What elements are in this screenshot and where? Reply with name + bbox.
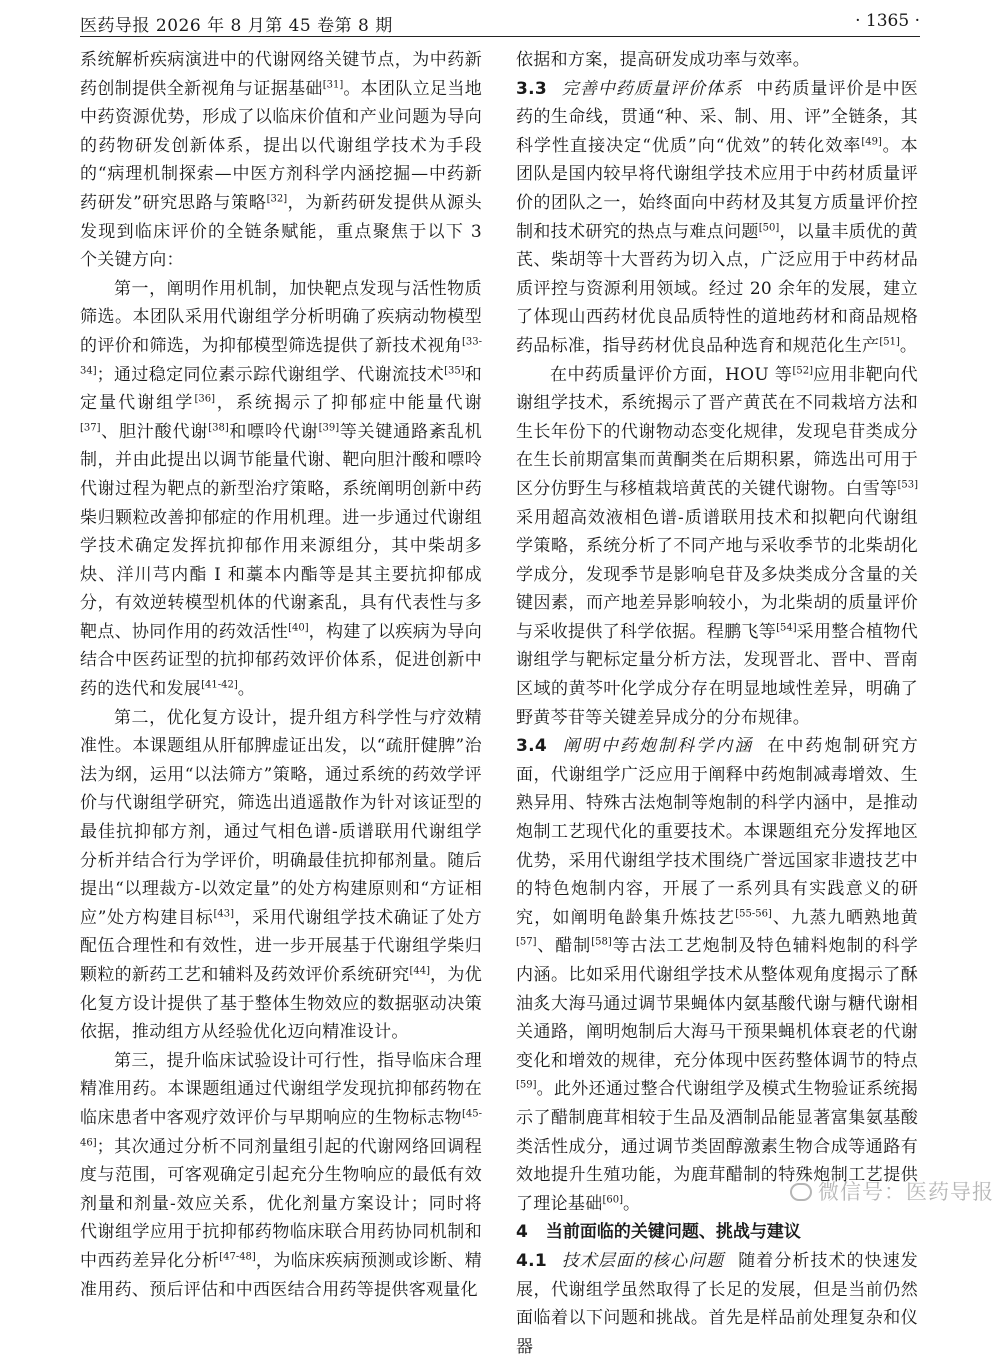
citation: [47-48] [219,1251,256,1263]
citation: [40] [288,622,309,634]
paragraph: 在中药质量评价方面，HOU 等[52]应用非靶向代谢组学技术，系统揭示了晋产黄芪在不同栽培方法和生长年份下的代谢物动态变化规律，发现皂苷类成分在生长前期富集而黄酮类在后期积累，筛选出可用于区分仿野生与移植栽培黄芪的关键代谢物。白雪等[53]采用超高效液相色谱-质谱联用技术和拟靶向代谢组学策略，系统分析了不同产地与采收季节的北柴胡化学成分，发现季节是影响皂苷及多炔类成分含量的关键因素，而产地差异影响较小，为北柴胡的质量评价与采收提供了科学依据。程鹏飞等[54]采用整合植物代谢组学与靶标定量分析方法，发现晋北、晋中、晋南区域的黄芩叶化学成分存在明显地域性差异，明确了野黄芩苷等关键差异成分的分布规律。 [516,364,918,728]
page-number: · 1365 · [855,11,920,31]
citation: [37] [80,422,101,434]
section-number: 3.4 [516,736,548,757]
citation: [39] [318,422,340,434]
citation: [36] [194,393,215,405]
section-title: 完善中药质量评价体系 [561,78,743,99]
watermark [790,1176,994,1206]
citation: [38] [208,422,229,434]
citation: [60] [602,1194,624,1206]
section-number: 4.1 [516,1250,548,1271]
citation: [57] [516,936,537,948]
section-title: 技术层面的核心问题 [561,1250,725,1271]
citation: [31] [322,78,344,90]
citation: [53] [897,479,918,491]
wechat-icon [790,1183,812,1201]
section-number: 3.3 [516,78,548,99]
citation: [54] [776,622,797,634]
citation: [45-46] [80,1108,482,1148]
citation: [50] [758,221,780,233]
section-4-1: 4.1 技术层面的核心问题 随着分析技术的快速发展，代谢组学虽然取得了长足的发展，但是当前仍然面临着以下问题和挑战。首先是样品前处理复杂和仪器 [516,1250,918,1357]
section-4-heading [516,1218,918,1247]
citation: [55-56] [735,908,772,920]
section-3-3: 3.3 完善中药质量评价体系 中药质量评价是中医药的生命线，贯通“种、采、制、用、评”全链条，其科学性直接决定“优质”向“优效”的转化效率[49]。本团队是国内较早将代谢组学技术应用于中药材质量评价的团队之一，始终面向中药材及其复方质量评价控制和技术研究的热点与难点问题[50]，以量丰质优的黄芪、柴胡等十大晋药为切入点，广泛应用于中药材品质评控与资源利用领域。经过 20 余年的发展，建立了体现山西药材优良品质特性的道地药材和商品规格药品标准，指导药材优良品种选育和规范化生产[51]。 [516,78,919,356]
citation: [35] [444,364,465,376]
citation: [58] [591,936,612,948]
right-column [516,46,918,1361]
section-title: 阐明中药炮制科学内涵 [561,736,754,757]
paragraph: 第一，阐明作用机制，加快靶点发现与活性物质筛选。本团队采用代谢组学分析明确了疾病动物模型的评价和筛选，为抑郁模型筛选提供了新技术视角[33-34]；通过稳定同位素示踪代谢组学、代谢流技术[35]和定量代谢组学[36]，系统揭示了抑郁症中能量代谢[37]、胆汁酸代谢[38]和嘌呤代谢[39]等关键通路紊乱机制，并由此提出以调节能量代谢、靶向胆汁酸和嘌呤代谢过程为靶点的新型治疗策略，系统阐明创新中药柴归颗粒改善抑郁症的作用机理。进一步通过代谢组学技术确定发挥抗抑郁作用来源组分，其中柴胡多炔、洋川芎内酯 I 和藁本内酯等是其主要抗抑郁成分，有效逆转模型机体的代谢紊乱，具有代表性与多靶点、协同作用的药效活性[40]，构建了以疾病为导向结合中医药证型的抗抑郁药效评价体系，促进创新中药的迭代和发展[41-42]。 [80,278,482,700]
citation: [41-42] [201,679,238,691]
citation: [44] [409,965,430,977]
citation: [32] [266,193,288,205]
section-title: 当前面临的关键问题、挑战与建议 [545,1222,801,1243]
journal-issue: 医药导报 2026 年 8 月第 45 卷第 8 期 [80,16,393,36]
citation: [52] [792,364,813,376]
paragraph: 依据和方案，提高研发成功率与效率。 [516,50,811,70]
citation: [59] [516,1079,537,1091]
citation: [51] [879,336,900,348]
section-number: 4 [516,1222,528,1243]
paragraph: 第二，优化复方设计，提升组方科学性与疗效精准性。本课题组从肝郁脾虚证出发，以“疏肝健脾”治法为纲，运用“以法筛方”策略，通过系统的药效学评价与代谢组学研究，筛选出逍遥散作为针对该证型的最佳抗抑郁方剂，通过气相色谱-质谱联用代谢组学分析并结合行为学评价，明确最佳抗抑郁剂量。随后提出“以理裁方-以效定量”的处方构建原则和“方证相应”处方构建目标[43]，采用代谢组学技术确证了处方配伍合理性和有效性，进一步开展基于代谢组学柴归颗粒的新药工艺和辅料及药效评价系统研究[44]，为优化复方设计提供了基于整体生物效应的数据驱动决策依据，推动组方从经验优化迈向精准设计。 [80,707,483,1043]
running-header [80,6,920,37]
paragraph: 系统解析疾病演进中的代谢网络关键节点，为中药新药创制提供全新视角与证据基础[31]。本团队立足当地中药资源优势，形成了以临床价值和产业问题为导向的药物研发创新体系，提出以代谢组学技术为手段的“病理机制探索—中医方剂科学内涵挖掘—中药新药研发”研究思路与策略[32]，为新药研发提供从源头发现到临床评价的全链条赋能，重点聚焦于以下 3 个关键方向： [80,50,482,271]
paragraph: 第三，提升临床试验设计可行性，指导临床合理精准用药。本课题组通过代谢组学发现抗抑郁药物在临床患者中客观疗效评价与早期响应的生物标志物[45-46]；其次通过分析不同剂量组引起的代谢网络回调程度与范围，可客观确定引起充分生物响应的最低有效剂量和剂量-效应关系，优化剂量方案设计；同时将代谢组学应用于抗抑郁药物临床联合用药协同机制和中西药差异化分析[47-48]，为临床疾病预测或诊断、精准用药、预后评估和中西医结合用药等提供客观量化 [80,1050,482,1300]
section-3-4: 3.4 阐明中药炮制科学内涵 在中药炮制研究方面，代谢组学广泛应用于阐释中药炮制减毒增效、生熟异用、特殊古法炮制等炮制的科学内涵中，是推动炮制工艺现代化的重要技术。本课题组充分发挥地区优势，采用代谢组学技术围绕广誉远国家非遗技艺中的特色炮制内容，开展了一系列具有实践意义的研究，如阐明龟龄集升炼技艺[55-56]、九蒸九晒熟地黄[57]、醋制[58]等古法工艺炮制及特色辅料炮制的科学内涵。比如采用代谢组学技术从整体观角度揭示了酥油炙大海马通过调节果蝇体内氨基酸代谢与糖代谢相关通路，阐明炮制后大海马干预果蝇机体衰老的代谢变化和增效的规律，充分体现中医药整体调节的特点[59]。此外还通过整合代谢组学及模式生物验证系统揭示了醋制鹿茸相较于生品及酒制品能显著富集氨基酸类活性成分，通过调节类固醇激素生物合成等通路有效地提升生殖功能，为鹿茸醋制的特殊炮制工艺提供了理论基础[60]。 [516,736,919,1214]
citation: [43] [213,908,234,920]
left-column [80,46,482,1304]
citation: [33-34] [80,336,482,376]
watermark-text: 微信号：医药导报 [818,1180,994,1204]
citation: [49] [861,136,882,148]
